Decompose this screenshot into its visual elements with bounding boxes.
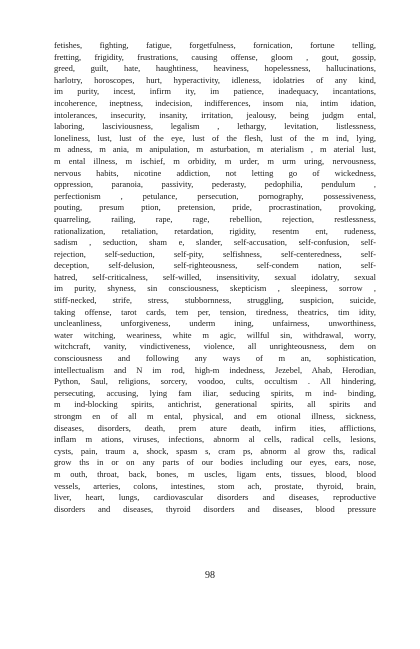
text-line: taking offense, tarot cards, tem per, tension, tiredness, theatrics, tim idity, xyxy=(54,306,376,317)
text-line: uncleanliness, unforgiveness, underm ining, unfairness, unworthiness, xyxy=(54,318,376,329)
text-line: fretting, frigidity, frustrations, causing offense, gloom , gout, gossip, xyxy=(54,51,376,62)
text-line: deception, self-delusion, self-righteousness, self-condem nation, self- xyxy=(54,260,376,271)
text-line: witchcraft, vanity, vindictiveness, violence, all unrighteousness, dem on xyxy=(54,341,376,352)
text-line: oppression, paranoia, passivity, pederasty, pedophilia, pendulum , xyxy=(54,179,376,190)
text-line: incoherence, ineptness, indecision, indifferences, insom nia, intim idation, xyxy=(54,97,376,108)
text-line: nervous habits, nicotine addiction, not letting go of wickedness, xyxy=(54,167,376,178)
text-line: m outh, throat, back, bones, m uscles, ligam ents, tissues, blood, blood xyxy=(54,468,376,479)
text-line: water witching, weariness, white m agic, willful sin, withdrawal, worry, xyxy=(54,329,376,340)
text-line: rationalization, retaliation, retardation, rigidity, resentm ent, rudeness, xyxy=(54,225,376,236)
text-line: intolerances, insecurity, insanity, irritation, jealousy, being judgm ental, xyxy=(54,109,376,120)
text-line: disorders and diseases, thyroid disorders and diseases, blood pressure xyxy=(54,503,376,514)
text-line: laboring, lasciviousness, legalism , lethargy, levitation, listlessness, xyxy=(54,121,376,132)
text-line: loneliness, lust, lust of the eye, lust of the flesh, lust of the m ind, lying, xyxy=(54,132,376,143)
page-number: 98 xyxy=(205,570,215,581)
text-line: quarreling, railing, rape, rage, rebellion, rejection, restlessness, xyxy=(54,213,376,224)
text-line: persecuting, accusing, lying fam iliar, seducing spirits, m ind- binding, xyxy=(54,387,376,398)
text-line: Python, Saul, religions, sorcery, voodoo, cults, occultism . All hindering, xyxy=(54,376,376,387)
text-line: rejection, self-seduction, self-pity, selfishness, self-centeredness, self- xyxy=(54,248,376,259)
text-line: harlotry, horoscopes, hurt, hyperactivity, idleness, idolatries of any kind, xyxy=(54,74,376,85)
text-line: m adness, m ania, m anipulation, m asturbation, m aterialism , m aterial lust, xyxy=(54,144,376,155)
text-line: hatred, self-criticalness, self-willed, insensitivity, sexual idolatry, sexual xyxy=(54,271,376,282)
text-line: strongm en of all m ental, physical, and em otional illness, sickness, xyxy=(54,411,376,421)
text-line: grow ths in or on any parts of our bodies including our eyes, ears, nose, xyxy=(54,457,376,468)
text-line: im purity, incest, infirm ity, im patience, inadequacy, incantations, xyxy=(54,86,376,97)
text-line: liver, heart, lungs, cardiovascular disorders and diseases, reproductive xyxy=(54,492,376,503)
text-line: intellectualism and N im rod, high-m indedness, Jezebel, Ahab, Herodian, xyxy=(54,364,376,375)
text-line: perfectionism , petulance, persecution, pornography, possessiveness, xyxy=(54,190,376,201)
text-line: cysts, pain, traum a, shock, spasm s, cram ps, abnorm al grow ths, radical xyxy=(54,445,376,456)
text-line: fetishes, fighting, fatigue, forgetfulness, fornication, fortune telling, xyxy=(54,40,376,50)
text-line: pouting, presum ption, pretension, pride, procrastination, provoking, xyxy=(54,202,376,213)
text-line: m ental illness, m ischief, m orbidity, m urder, m urm uring, nervousness, xyxy=(54,155,376,166)
text-line: m ind-blocking spirits, antichrist, generational spirits, all spirits and xyxy=(54,399,376,410)
text-line: vessels, arteries, colons, intestines, stom ach, prostate, thyroid, brain, xyxy=(54,480,376,491)
text-line: diseases, disorders, death, prem ature death, infirm ities, afflictions, xyxy=(54,422,376,433)
body-text xyxy=(54,40,376,515)
text-line: sadism , seduction, sham e, slander, self-accusation, self-confusion, self- xyxy=(54,237,376,248)
text-line: consciousness and following any ways of m an, sophistication, xyxy=(54,353,376,364)
text-line: greed, guilt, hate, haughtiness, heaviness, hopelessness, hallucinations, xyxy=(54,63,376,74)
text-line: im purity, shyness, sin consciousness, skepticism , sleepiness, sorrow , xyxy=(54,283,376,294)
text-line: inflam m ations, viruses, infections, abnorm al cells, radical cells, lesions, xyxy=(54,434,376,445)
text-line: stiff-necked, strife, stress, stubbornness, struggling, suspicion, suicide, xyxy=(54,295,376,306)
